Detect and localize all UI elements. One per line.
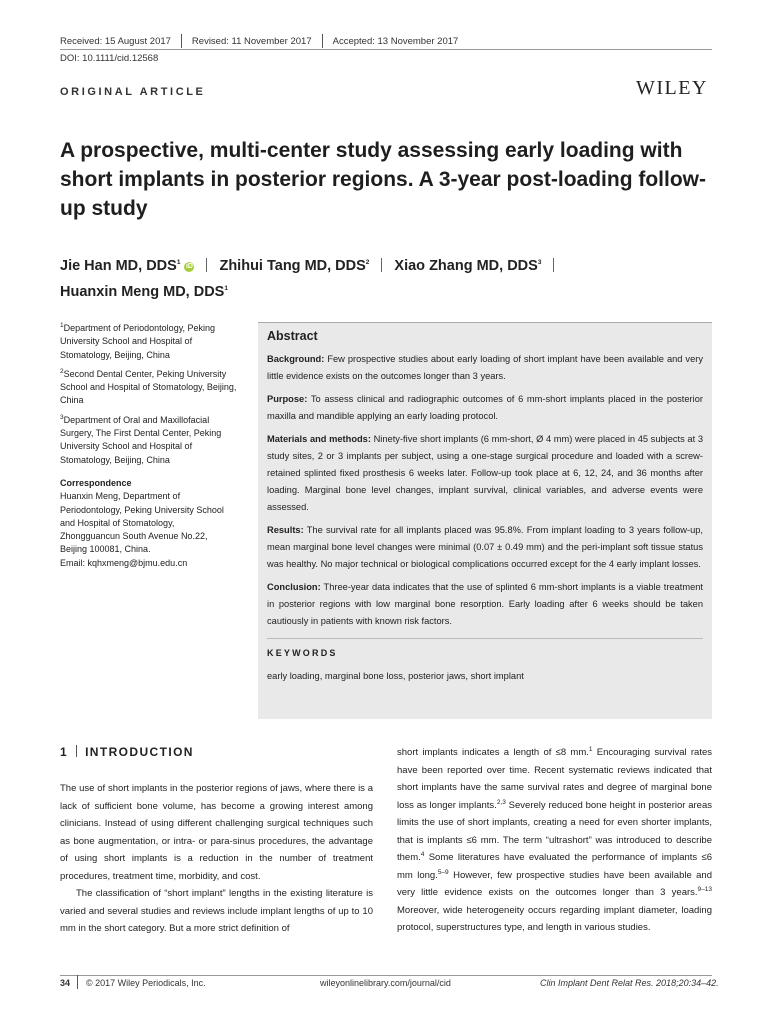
header-rule [60, 49, 712, 50]
affiliations [60, 322, 245, 570]
affiliation: $^1$Department of Periodontology, Peking University School and Hospital of Stomatology, Beijing, China [60, 322, 216, 360]
author[interactable]: Zhihui Tang MD, DDS$^2$ [219, 258, 370, 274]
author[interactable]: Jie Han MD, DDS$^1$ [60, 258, 181, 274]
divider [206, 258, 207, 272]
citation-ref[interactable]: 5–9 [437, 868, 449, 876]
article-type: ORIGINAL ARTICLE [60, 86, 206, 98]
correspondence-email[interactable]: Email: kqhxmeng@bjmu.edu.cn [60, 557, 188, 568]
doi[interactable]: DOI: 10.1111/cid.12568 [60, 53, 159, 64]
accepted-date: Accepted: 13 November 2017 [332, 35, 459, 47]
affiliation: $^2$Second Dental Center, Peking University School and Hospital of Stomatology, Beijing, China [60, 367, 237, 406]
abstract-background: Background: Few prospective studies about early loading of short implant have been available and very little evidence exists on the outcomes longer than 3 years. [267, 354, 703, 381]
affiliation: $^3$Department of Oral and Maxillofacial Surgery, The First Dental Center, Peking University School and Hospital of Stomatology, Beijing, China [60, 413, 222, 465]
section-title: INTRODUCTION [85, 745, 194, 759]
body-column-left [60, 780, 373, 938]
abstract-conclusion: Conclusion: Three-year data indicates that the use of splinted 6 mm-short implants is a viable treatment in posterior regions with low marginal bone resorption. Early loading after 6 weeks should be taken cautiously in patients with known risk factors. [267, 582, 704, 626]
abstract-purpose: Purpose: To assess clinical and radiographic outcomes of 6 mm-short implants placed in the posterior maxilla and mandible applying an early loading protocol. [267, 394, 703, 421]
body-column-right [397, 744, 712, 937]
divider [77, 975, 78, 989]
article-title: A prospective, multi-center study assessing early loading with short implants in posterior regions. A 3-year post-loading follow-up study [60, 139, 706, 220]
journal-url[interactable]: wileyonlinelibrary.com/journal/cid [320, 978, 451, 988]
publisher-logo: WILEY [636, 77, 708, 99]
revised-date: Revised: 11 November 2017 [191, 35, 312, 47]
abstract-heading: Abstract [267, 329, 318, 343]
abstract-methods: Materials and methods: Ninety-five short implants (6 mm-short, Ø 4 mm) were placed in 45 subjects at 3 study sites, 2 or 3 implants per subject, using a one-stage surgical procedure and loaded with a screw-retained splinted fixed prosthesis 6 weeks later. Follow-up took place at 6, 12, 24, and 36 months after loading. Marginal bone level changes, implant survival, clinical variables, and adverse events were assessed. [267, 434, 703, 512]
abstract-box [258, 322, 712, 719]
citation-ref[interactable]: 1 [588, 745, 593, 753]
page-number: 34 [60, 978, 71, 988]
citation-ref[interactable]: 9–13 [697, 885, 712, 893]
citation-ref[interactable]: 4 [420, 850, 425, 858]
paragraph: short implants indicates a length of ≤8 mm.$^1$ Encouraging survival rates have been reported over time. Recent systematic reviews indicated that short implants have the same survival rates and degree of marginal bone loss as longer implants.$^{2,3}$ Severely reduced bone height in posterior areas limits the use of short implants, creating a need for even shorter implants, that is implants ≤6 mm. The term “ultrashort” was introduced to describe them.$^4$ Some literatures have evaluated the performance of implants ≤6 mm long.$^{5-9}$ However, few prospective studies have been available and very little evidence exists on the outcomes longer than 3 years.$^{9-13}$ Moreover, wide heterogeneity occurs regarding implant diameter, loading protocol, superstructures type, and length in various studies. [397, 745, 712, 933]
author-list [60, 253, 712, 305]
author[interactable]: Huanxin Meng MD, DDS$^1$ [60, 284, 228, 300]
author[interactable]: Xiao Zhang MD, DDS$^3$ [394, 258, 542, 274]
section-number: 1 [60, 745, 69, 759]
received-date: Received: 15 August 2017 [60, 35, 171, 47]
article-dates [60, 34, 458, 48]
section-heading [60, 745, 194, 759]
correspondence-address: Huanxin Meng, Department of Periodontology, Peking University School and Hospital of Stomatology, Zhongguancun South Avenue No.22, Beijing 100081, China. Email: kqhxmeng@bjmu.edu.cn [60, 490, 245, 570]
correspondence-heading: Correspondence [60, 477, 132, 488]
divider [553, 258, 554, 272]
journal-citation: Clin Implant Dent Relat Res. 2018;20:34–42. [540, 978, 719, 988]
paragraph: The use of short implants in the posterior regions of jaws, where there is a lack of sufficient bone volume, has become a growing interest among clinicians. Instead of using different challenging surgical techniques such as bone augmentation, or intra- or para-sinus procedures, the advantage of using short implants is a reduction in the number of treatment procedures, treatment time, morbidity, and cost. [60, 783, 373, 882]
abstract-divider [267, 638, 703, 639]
orcid-icon[interactable]: iD [185, 263, 193, 270]
divider [76, 745, 77, 757]
divider [381, 258, 382, 272]
paragraph: The classification of “short implant” lengths in the existing literature is varied and several studies and reviews include implant lengths of up to 10 mm in the short category. But a more strict definition of [60, 888, 373, 934]
footer-rule [60, 975, 712, 976]
abstract-results: Results: The survival rate for all implants placed was 95.8%. From implant loading to 3 years follow-up, mean marginal bone level changes were minimal (0.07 ± 0.49 mm) and the peri-implant soft tissue status was healthy. No major technical or biological complications occurred except for the 4 early implant losses. [267, 525, 703, 569]
keywords-heading: KEYWORDS [267, 648, 338, 658]
keywords: early loading, marginal bone loss, posterior jaws, short implant [267, 671, 524, 681]
divider [181, 34, 182, 48]
citation-ref[interactable]: 2,3 [496, 798, 506, 806]
divider [322, 34, 323, 48]
copyright: © 2017 Wiley Periodicals, Inc. [86, 978, 206, 988]
